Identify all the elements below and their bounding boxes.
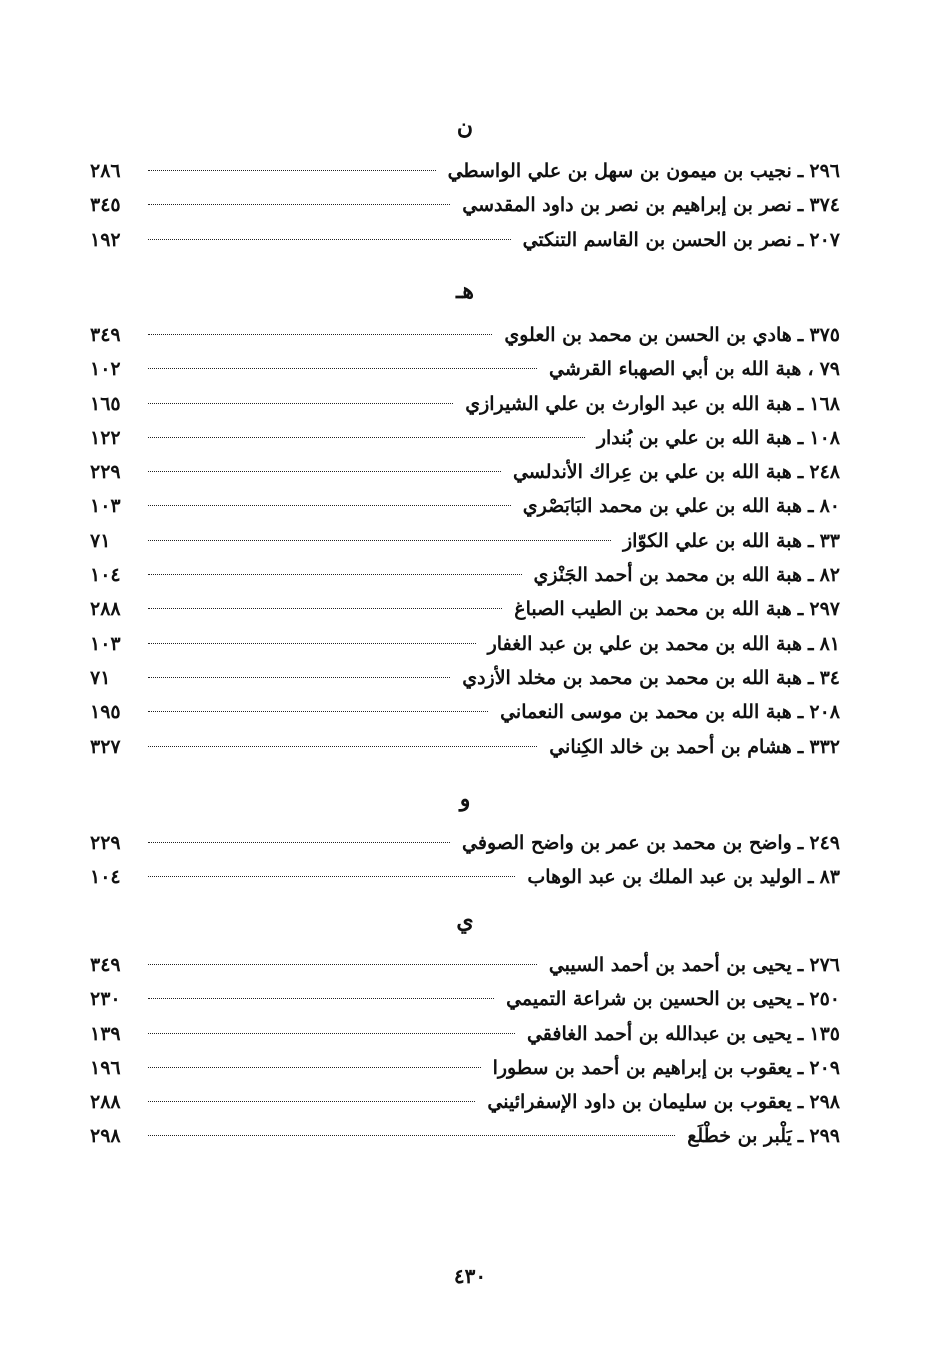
entry-number: ٢٩٨ bbox=[809, 1091, 840, 1114]
entry-separator: ـ bbox=[808, 529, 814, 552]
entry-separator: ـ bbox=[797, 1125, 804, 1148]
dot-leader bbox=[148, 437, 585, 438]
page-number: ٤٣٠ bbox=[453, 1264, 487, 1288]
entry-page-number: ١٠٤ bbox=[90, 564, 121, 587]
index-entry bbox=[90, 352, 840, 386]
index-entry bbox=[90, 1119, 840, 1153]
entry-separator: ـ bbox=[797, 160, 804, 182]
entry-separator: ـ bbox=[797, 1022, 804, 1045]
index-section bbox=[90, 784, 840, 895]
entry-number: ٣٣ bbox=[819, 529, 840, 552]
dot-leader bbox=[148, 643, 476, 644]
entry-number: ٨٠ bbox=[819, 495, 840, 518]
entry-page-number: ١٠٤ bbox=[90, 866, 121, 889]
entry-page-number: ١٦٥ bbox=[90, 392, 121, 415]
entry-number: ٢٠٧ bbox=[809, 228, 840, 251]
entry-separator: ـ bbox=[797, 228, 804, 251]
index-entry bbox=[90, 730, 840, 764]
entry-separator: ـ bbox=[797, 1056, 804, 1079]
entry-page-number: ٢٨٦ bbox=[90, 160, 121, 182]
entry-name: هبة الله بن أبي الصهباء القرشي bbox=[549, 358, 802, 381]
entry-name: نصر بن الحسن بن القاسم التنكتي bbox=[522, 228, 792, 251]
entry-name: الوليد بن عبد الملك بن عبد الوهاب bbox=[527, 866, 802, 889]
entry-separator: ـ bbox=[797, 954, 804, 976]
entry-name: يعقوب بن إبراهيم بن أحمد بن سطورا bbox=[492, 1056, 792, 1079]
section-letter-heading: هـ bbox=[455, 278, 475, 304]
entry-name: هادي بن الحسن بن محمد بن العلوي bbox=[504, 324, 792, 346]
entry-name: هبة الله بن محمد بن أحمد الجَنْزي bbox=[533, 564, 802, 587]
dot-leader bbox=[148, 677, 450, 678]
dot-leader bbox=[148, 1033, 515, 1034]
dot-leader bbox=[148, 505, 511, 506]
entry-name: هبة الله بن علي بن بُندار bbox=[596, 426, 792, 449]
dot-leader bbox=[148, 170, 436, 171]
dot-leader bbox=[148, 1135, 675, 1136]
entry-number: ٧٩ bbox=[819, 358, 840, 381]
entry-name: هبة الله بن علي بن محمد البَابَصْري bbox=[522, 495, 802, 518]
entry-number: ٢٠٨ bbox=[809, 701, 840, 724]
index-entry bbox=[90, 982, 840, 1016]
dot-leader bbox=[148, 334, 492, 335]
entry-page-number: ٢٨٨ bbox=[90, 1091, 121, 1114]
entry-page-number: ٣٤٩ bbox=[90, 324, 121, 346]
section-letter-heading: ي bbox=[456, 908, 474, 934]
index-entry bbox=[90, 1051, 840, 1085]
entry-separator: ـ bbox=[797, 461, 804, 484]
entry-separator: ـ bbox=[808, 866, 814, 889]
entry-page-number: ١٠٢ bbox=[90, 358, 121, 381]
entry-number: ١٣٥ bbox=[809, 1022, 840, 1045]
entry-page-number: ١٣٩ bbox=[90, 1022, 121, 1045]
entry-name: واضح بن محمد بن عمر بن واضح الصوفي bbox=[462, 832, 792, 854]
section-letter-heading: ن bbox=[456, 114, 474, 140]
entry-name: هشام بن أحمد بن خالد الكِناني bbox=[549, 735, 792, 758]
dot-leader bbox=[148, 608, 502, 609]
entry-page-number: ٢٨٨ bbox=[90, 598, 121, 621]
entry-page-number: ١٩٥ bbox=[90, 701, 121, 724]
entry-page-number: ١٩٢ bbox=[90, 228, 121, 251]
entry-page-number: ٧١ bbox=[90, 666, 111, 689]
index-entry bbox=[90, 826, 840, 860]
dot-leader bbox=[148, 204, 450, 205]
dot-leader bbox=[148, 998, 494, 999]
index-entry bbox=[90, 695, 840, 729]
entry-number: ٢٤٨ bbox=[809, 461, 840, 484]
entry-page-number: ٣٢٧ bbox=[90, 735, 121, 758]
entry-page-number: ١٢٢ bbox=[90, 426, 121, 449]
entry-separator: ـ bbox=[797, 598, 804, 621]
dot-leader bbox=[148, 746, 537, 747]
index-entry bbox=[90, 1085, 840, 1119]
entry-number: ٣٤ bbox=[819, 666, 840, 689]
index-entry bbox=[90, 318, 840, 352]
entry-name: يحيى بن عبدالله بن أحمد الغافقي bbox=[526, 1022, 792, 1045]
dot-leader bbox=[148, 1067, 481, 1068]
entry-name: يعقوب بن سليمان بن داود الإسفرائيني bbox=[487, 1091, 792, 1114]
entry-separator: ـ bbox=[797, 392, 804, 415]
entry-separator: ـ bbox=[797, 194, 804, 217]
entry-separator: ـ bbox=[797, 1091, 804, 1114]
index-entry bbox=[90, 558, 840, 592]
entry-separator: ، bbox=[807, 358, 814, 381]
entry-page-number: ٢٩٨ bbox=[90, 1125, 121, 1148]
entry-page-number: ٢٢٩ bbox=[90, 832, 121, 854]
dot-leader bbox=[148, 403, 453, 404]
entry-name: هبة الله بن محمد بن علي بن عبد الغفار bbox=[487, 632, 802, 655]
index-entry bbox=[90, 524, 840, 558]
index-section bbox=[90, 276, 840, 764]
index-entry bbox=[90, 489, 840, 523]
entry-name: يَلْبر بن خطْلَع bbox=[687, 1125, 792, 1148]
entry-number: ٨١ bbox=[819, 632, 840, 655]
entry-number: ١٦٨ bbox=[809, 392, 840, 415]
entry-separator: ـ bbox=[797, 701, 804, 724]
dot-leader bbox=[148, 842, 450, 843]
entry-name: يحيى بن أحمد بن أحمد السيبي bbox=[548, 954, 792, 976]
index-entry bbox=[90, 627, 840, 661]
dot-leader bbox=[148, 574, 522, 575]
entry-name: نصر بن إبراهيم بن نصر بن داود المقدسي bbox=[462, 194, 792, 217]
entry-number: ٢٥٠ bbox=[809, 988, 840, 1011]
index-entry bbox=[90, 154, 840, 188]
entry-name: هبة الله بن علي الكوّاز bbox=[623, 529, 802, 552]
index-entry bbox=[90, 948, 840, 982]
dot-leader bbox=[148, 876, 515, 877]
index-entry bbox=[90, 421, 840, 455]
entry-page-number: ٣٤٩ bbox=[90, 954, 121, 976]
entry-number: ٨٢ bbox=[819, 564, 840, 587]
entry-page-number: ٢٣٠ bbox=[90, 988, 121, 1011]
index-entry bbox=[90, 860, 840, 894]
dot-leader bbox=[148, 964, 537, 965]
entry-name: هبة الله بن محمد بن موسى النعماني bbox=[500, 701, 792, 724]
entry-separator: ـ bbox=[797, 426, 804, 449]
index-entry bbox=[90, 223, 840, 257]
index-entry bbox=[90, 592, 840, 626]
dot-leader bbox=[148, 471, 501, 472]
entry-name: هبة الله بن عبد الوارث بن علي الشيرازي bbox=[465, 392, 792, 415]
entry-name: نجيب بن ميمون بن سهل بن علي الواسطي bbox=[447, 160, 792, 182]
entry-separator: ـ bbox=[808, 666, 814, 689]
section-letter-heading: و bbox=[459, 786, 471, 812]
entry-number: ٢٠٩ bbox=[809, 1056, 840, 1079]
index-section bbox=[90, 906, 840, 1154]
entry-separator: ـ bbox=[797, 324, 804, 346]
entry-number: ٢٩٩ bbox=[809, 1125, 840, 1148]
index-entry bbox=[90, 455, 840, 489]
entry-separator: ـ bbox=[797, 735, 804, 758]
entry-number: ١٠٨ bbox=[809, 426, 840, 449]
entry-page-number: ١٠٣ bbox=[90, 495, 121, 518]
dot-leader bbox=[148, 1101, 475, 1102]
entry-separator: ـ bbox=[808, 495, 814, 518]
entry-page-number: ١٠٣ bbox=[90, 632, 121, 655]
entry-page-number: ٣٤٥ bbox=[90, 194, 121, 217]
dot-leader bbox=[148, 711, 488, 712]
entry-number: ٣٣٢ bbox=[809, 735, 840, 758]
index-entry bbox=[90, 1017, 840, 1051]
entry-number: ٢٤٩ bbox=[809, 832, 840, 854]
entry-page-number: ٢٢٩ bbox=[90, 461, 121, 484]
entry-number: ٢٩٧ bbox=[809, 598, 840, 621]
entry-name: يحيى بن الحسين بن شراعة التميمي bbox=[506, 988, 792, 1011]
dot-leader bbox=[148, 540, 611, 541]
entry-name: هبة الله بن علي بن عِراك الأندلسي bbox=[512, 461, 792, 484]
entry-number: ٣٧٥ bbox=[809, 324, 840, 346]
entry-number: ٢٧٦ bbox=[809, 954, 840, 976]
entry-separator: ـ bbox=[808, 564, 814, 587]
entry-separator: ـ bbox=[797, 832, 804, 854]
index-entry bbox=[90, 387, 840, 421]
entry-page-number: ١٩٦ bbox=[90, 1056, 121, 1079]
dot-leader bbox=[148, 368, 537, 369]
entry-number: ٣٧٤ bbox=[809, 194, 840, 217]
entry-number: ٨٣ bbox=[819, 866, 840, 889]
entry-name: هبة الله بن محمد بن الطيب الصباغ bbox=[514, 598, 792, 621]
index-entry bbox=[90, 661, 840, 695]
entry-page-number: ٧١ bbox=[90, 529, 111, 552]
entry-number: ٢٩٦ bbox=[809, 160, 840, 182]
dot-leader bbox=[148, 239, 511, 240]
entry-separator: ـ bbox=[808, 632, 814, 655]
index-entry bbox=[90, 188, 840, 222]
entry-name: هبة الله بن محمد بن محمد بن مخلد الأزدي bbox=[462, 666, 802, 689]
entry-separator: ـ bbox=[797, 988, 804, 1011]
index-section bbox=[90, 112, 840, 257]
